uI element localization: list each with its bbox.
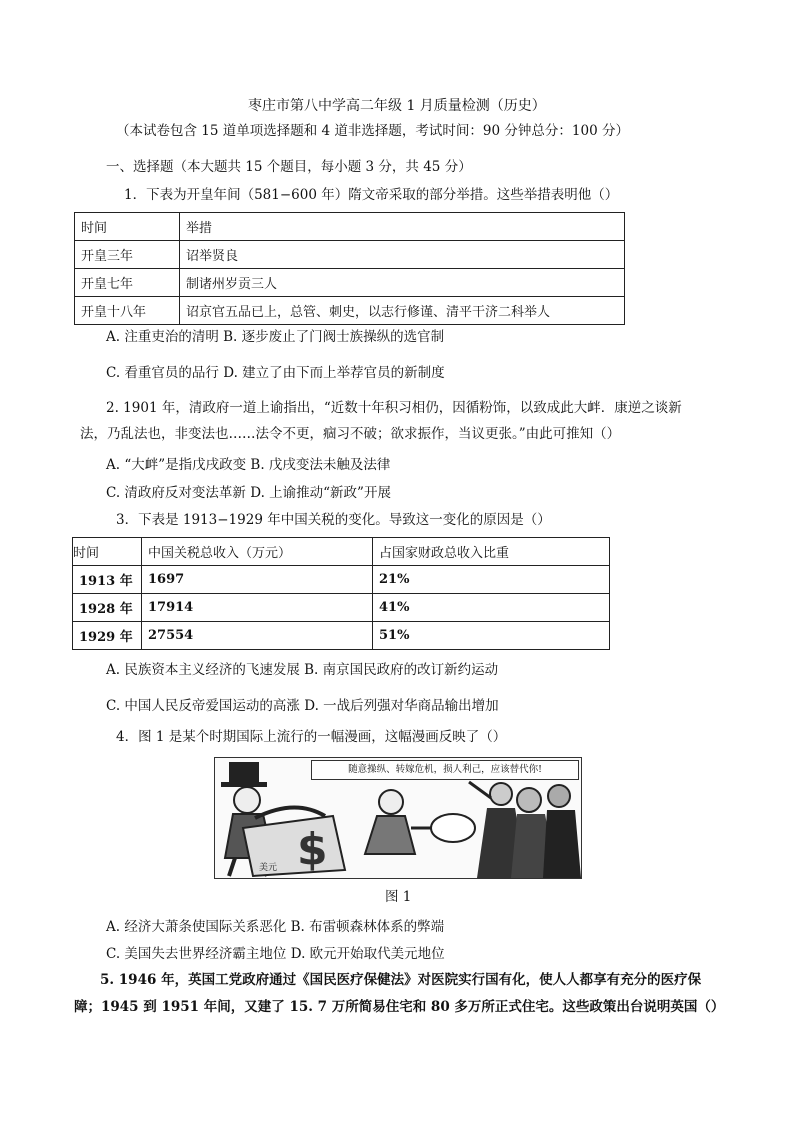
q1-stem: 1．下表为开皇年间（581−600 年）隋文帝采取的部分举措。这些举措表明他（） — [124, 187, 619, 203]
table-header-cell: 举措 — [180, 213, 625, 241]
q2-options-cd: C. 清政府反对变法革新 D. 上谕推动“新政”开展 — [106, 485, 391, 501]
q5-stem-line2: 障；1945 到 1951 年间，又建了 15. 7 万所简易住宅和 80 多万所正式住宅。这些政策出台说明英国（） — [74, 999, 725, 1015]
table-cell: 1697 — [142, 566, 373, 594]
q3-table — [72, 537, 610, 650]
table-cell: 开皇十八年 — [75, 297, 180, 325]
table-cell: 1928 年 — [73, 594, 142, 622]
q1-options-ab: A. 注重吏治的清明 B. 逐步废止了门阀士族操纵的选官制 — [106, 329, 445, 345]
page-title: 枣庄市第八中学高二年级 1 月质量检测（历史） — [248, 98, 546, 114]
table-cell: 27554 — [142, 622, 373, 650]
q2-options-ab: A. “大衅”是指戊戌政变 B. 戊戌变法未触及法律 — [106, 457, 391, 473]
table-cell: 诏举贤良 — [180, 241, 625, 269]
table-cell: 开皇七年 — [75, 269, 180, 297]
q2-stem-line1: 2. 1901 年，清政府一道上谕指出，“近数十年积习相仍，因循粉饰，以致成此大衅．康逆之谈新 — [106, 400, 682, 416]
q5-stem-line1: 5. 1946 年，英国工党政府通过《国民医疗保健法》对医院实行国有化，使人人都享有充分的医疗保 — [100, 972, 702, 988]
q3-options-ab: A. 民族资本主义经济的飞速发展 B. 南京国民政府的改订新约运动 — [106, 662, 499, 678]
cartoon-banner: 随意操纵、转嫁危机，损人利己，应该替代你! — [311, 760, 579, 780]
dollar-sign-icon: $ — [297, 824, 328, 875]
top-hat-icon — [229, 762, 259, 784]
cartoon-note: 美元 — [259, 863, 278, 873]
table-cell: 21% — [373, 566, 610, 594]
table-row — [73, 566, 610, 594]
q1-options-cd: C. 看重官员的品行 D. 建立了由下而上举荐官员的新制度 — [106, 365, 445, 381]
table-row — [73, 622, 610, 650]
figure-caption: 图 1 — [385, 889, 412, 905]
q4-options-cd: C. 美国失去世界经济霸主地位 D. 欧元开始取代美元地位 — [106, 946, 445, 962]
q4-options-ab: A. 经济大萧条使国际关系恶化 B. 布雷顿森林体系的弊端 — [106, 919, 445, 935]
q3-options-cd: C. 中国人民反帝爱国运动的高涨 D. 一战后列强对华商品输出增加 — [106, 698, 499, 714]
table-row — [73, 538, 610, 566]
table-cell: 51% — [373, 622, 610, 650]
table-cell: 开皇三年 — [75, 241, 180, 269]
table-cell: 制诸州岁贡三人 — [180, 269, 625, 297]
q3-stem: 3．下表是 1913−1929 年中国关税的变化。导致这一变化的原因是（） — [116, 512, 551, 528]
table-cell: 17914 — [142, 594, 373, 622]
exam-subtitle: （本试卷包含 15 道单项选择题和 4 道非选择题，考试时间：90 分钟总分：100 分） — [116, 123, 629, 139]
table-header-cell: 占国家财政总收入比重 — [373, 538, 610, 566]
cartoon-figure — [214, 757, 582, 879]
q4-stem: 4．图 1 是某个时期国际上流行的一幅漫画，这幅漫画反映了（） — [116, 729, 507, 745]
table-cell: 1929 年 — [73, 622, 142, 650]
table-row — [75, 241, 625, 269]
table-header-cell: 时间 — [73, 538, 142, 566]
q1-table — [74, 212, 625, 325]
globe-icon — [431, 814, 475, 842]
table-cell: 41% — [373, 594, 610, 622]
table-row — [73, 594, 610, 622]
table-row — [75, 297, 625, 325]
table-row — [75, 213, 625, 241]
q2-stem-line2: 法，乃乱法也，非变法也……法令不更，痼习不破；欲求振作，当议更张。”由此可推知（） — [80, 426, 621, 442]
table-row — [75, 269, 625, 297]
table-header-cell: 中国关税总收入（万元） — [142, 538, 373, 566]
table-cell: 诏京官五品已上，总管、刺史，以志行修谨、清平干济二科举人 — [180, 297, 625, 325]
section-heading: 一、选择题（本大题共 15 个题目，每小题 3 分，共 45 分） — [106, 159, 472, 175]
table-header-cell: 时间 — [75, 213, 180, 241]
table-cell: 1913 年 — [73, 566, 142, 594]
